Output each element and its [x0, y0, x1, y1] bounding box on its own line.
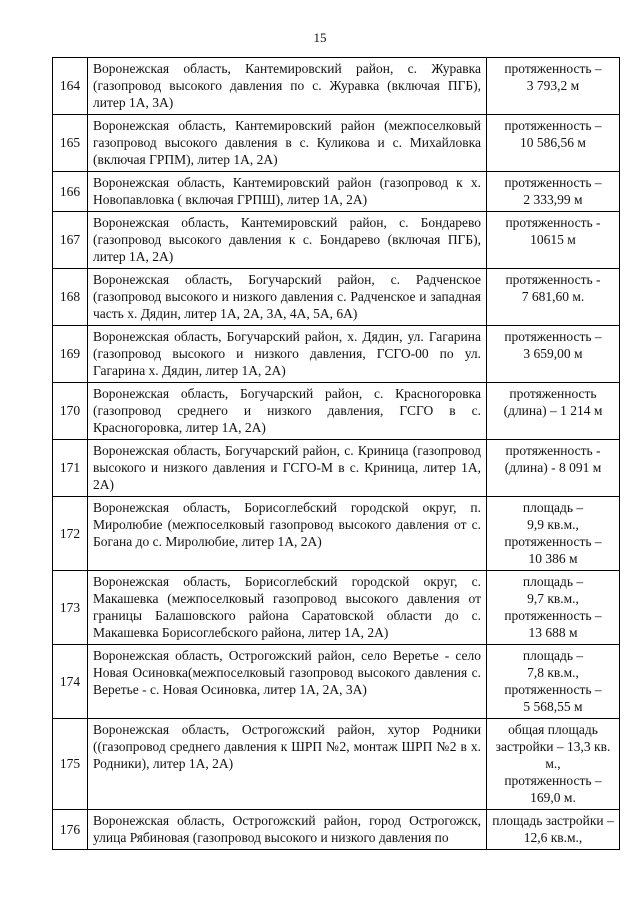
table-row [53, 58, 620, 115]
property-registry-table [52, 57, 620, 850]
table-row [53, 645, 620, 719]
row-number: 176 [53, 810, 88, 850]
table-row [53, 326, 620, 383]
table-row [53, 440, 620, 497]
table-row [53, 497, 620, 571]
characteristic-line: протяженность – [504, 61, 602, 76]
row-number: 170 [53, 383, 88, 440]
characteristic-line: (длина) - 8 091 м [504, 460, 602, 475]
object-description: Воронежская область, Борисоглебский городской округ, п. Миролюбие (межпоселковый газопровод высокого давления от с. Богана до с. Миролюбие, литер 1А, 2А) [88, 497, 487, 571]
table-row [53, 719, 620, 810]
page-number: 15 [313, 30, 327, 45]
row-number: 175 [53, 719, 88, 810]
characteristic-line: протяженность – [504, 534, 602, 549]
object-characteristics [487, 172, 620, 212]
characteristic-line: 2 333,99 м [523, 192, 583, 207]
object-characteristics [487, 115, 620, 172]
object-description: Воронежская область, Богучарский район, с. Радченское (газопровод высокого и низкого давления с. Радченское и западная часть х. Дядин, литер 1А, 2А, 3А, 4А, 5А, 6А) [88, 269, 487, 326]
characteristic-line: 3 793,2 м [526, 78, 580, 93]
characteristic-line: протяженность – [504, 773, 602, 788]
row-number: 167 [53, 212, 88, 269]
characteristic-line: протяженность – [504, 118, 602, 133]
characteristic-line: 9,7 кв.м., [527, 591, 579, 606]
characteristic-line: протяженность [509, 386, 597, 401]
object-characteristics [487, 326, 620, 383]
row-number: 171 [53, 440, 88, 497]
object-characteristics [487, 571, 620, 645]
object-characteristics [487, 497, 620, 571]
characteristic-line: протяженность – [504, 608, 602, 623]
object-description: Воронежская область, Кантемировский район, с. Журавка (газопровод высокого давления по с. Журавка (включая ПГБ), литер 1А, 3А) [88, 58, 487, 115]
row-number: 169 [53, 326, 88, 383]
characteristic-line: 13 688 м [528, 625, 578, 640]
characteristic-line: протяженность - [505, 272, 601, 287]
object-description: Воронежская область, Кантемировский район, с. Бондарево (газопровод высокого давления к с. Бондарево (включая ПГБ), литер 1А, 2А) [88, 212, 487, 269]
table-row [53, 383, 620, 440]
table-row [53, 810, 620, 850]
row-number: 172 [53, 497, 88, 571]
characteristic-line: протяженность – [504, 329, 602, 344]
characteristic-line: 10 386 м [528, 551, 578, 566]
object-description: Воронежская область, Острогожский район, село Веретье - село Новая Осиновка(межпоселковый газопровод высокого давления с. Веретье - с. Новая Осиновка, литер 1А, 2А, 3А) [88, 645, 487, 719]
object-description: Воронежская область, Кантемировский район (газопровод к х. Новопавловка ( включая ГРПШ), литер 1А, 2А) [88, 172, 487, 212]
object-description: Воронежская область, Борисоглебский городской округ, с. Макашевка (межпоселковый газопровод высокого давления от границы Балашовского района Саратовской области до с. Макашевка Борисоглебского района, литер 1А, 2А) [88, 571, 487, 645]
characteristic-line: 169,0 м. [530, 790, 576, 805]
characteristic-line: протяженность - [505, 215, 601, 230]
characteristic-line: 3 659,00 м [523, 346, 583, 361]
object-characteristics [487, 383, 620, 440]
table-row [53, 212, 620, 269]
row-number: 165 [53, 115, 88, 172]
row-number: 174 [53, 645, 88, 719]
characteristic-line: 10615 м [530, 232, 576, 247]
row-number: 166 [53, 172, 88, 212]
characteristic-line: 10 586,56 м [520, 135, 586, 150]
characteristic-line: (длина) – 1 214 м [503, 403, 603, 418]
object-description: Воронежская область, Острогожский район, хутор Родники ((газопровод среднего давления к ШРП №2, монтаж ШРП №2 в х. Родники), литер 1А, 2А) [88, 719, 487, 810]
table-row [53, 269, 620, 326]
characteristic-line: застройки – 13,3 кв. м., [495, 739, 611, 771]
object-characteristics [487, 58, 620, 115]
object-description: Воронежская область, Богучарский район, х. Дядин, ул. Гагарина (газопровод высокого и низкого давления, ГСГО-00 по ул. Гагарина х. Дядин, литер 1А, 2А) [88, 326, 487, 383]
characteristic-line: 7 681,60 м. [521, 289, 585, 304]
table-row [53, 115, 620, 172]
characteristic-line: площадь – [522, 574, 584, 589]
characteristic-line: протяженность – [504, 175, 602, 190]
object-description: Воронежская область, Богучарский район, с. Криница (газопровод высокого и низкого давления и ГСГО-М в с. Криница, литер 1А, 2А) [88, 440, 487, 497]
characteristic-line: 5 568,55 м [523, 699, 583, 714]
table-row [53, 571, 620, 645]
characteristic-line: площадь застройки – [492, 813, 614, 828]
characteristic-line: 7,8 кв.м., [527, 665, 579, 680]
object-description: Воронежская область, Острогожский район, город Острогожск, улица Рябиновая (газопровод высокого и низкого давления по [88, 810, 487, 850]
object-characteristics [487, 645, 620, 719]
object-characteristics [487, 719, 620, 810]
characteristic-line: 12,6 кв.м., [523, 830, 583, 845]
row-number: 168 [53, 269, 88, 326]
row-number: 173 [53, 571, 88, 645]
table-row [53, 172, 620, 212]
characteristic-line: площадь – [522, 648, 584, 663]
characteristic-line: общая площадь [508, 722, 598, 737]
object-characteristics [487, 212, 620, 269]
characteristic-line: протяженность – [504, 682, 602, 697]
table-body [53, 58, 620, 850]
object-description: Воронежская область, Кантемировский район (межпоселковый газопровод высокого давления в с. Куликова и с. Михайловка (включая ГРПМ), литер 1А, 2А) [88, 115, 487, 172]
object-characteristics [487, 269, 620, 326]
object-characteristics [487, 810, 620, 850]
characteristic-line: 9,9 кв.м., [527, 517, 579, 532]
object-description: Воронежская область, Богучарский район, с. Красногоровка (газопровод среднего и низкого давления, ГСГО в с. Красногоровка, литер 1А, 2А) [88, 383, 487, 440]
characteristic-line: площадь – [522, 500, 584, 515]
object-characteristics [487, 440, 620, 497]
characteristic-line: протяженность - [505, 443, 601, 458]
row-number: 164 [53, 58, 88, 115]
